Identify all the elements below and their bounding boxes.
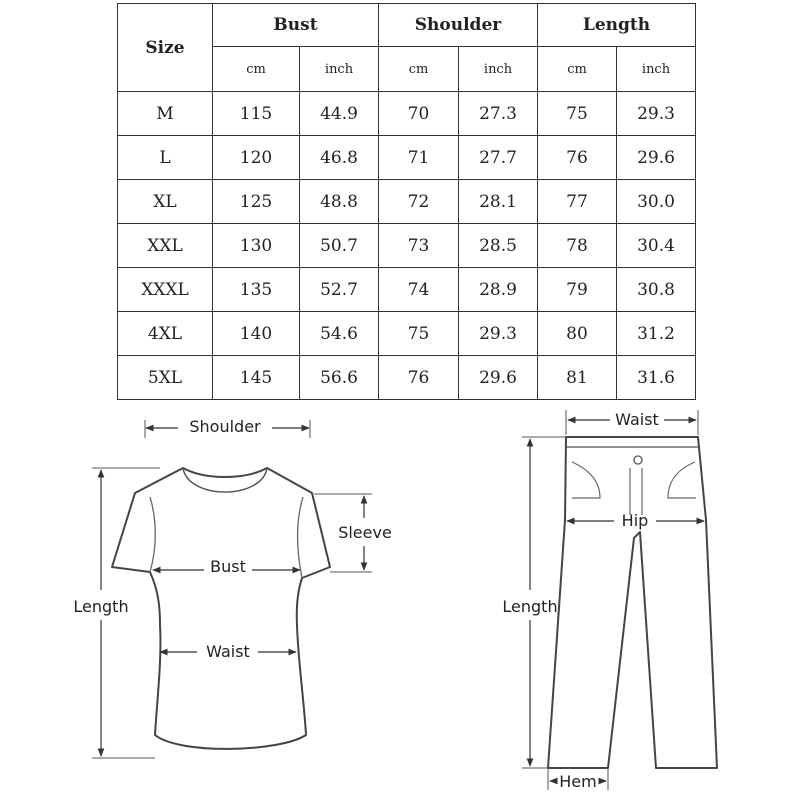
table-cell: 44.9 xyxy=(300,92,379,136)
pants-length-label: Length xyxy=(502,597,558,616)
table-cell: 30.8 xyxy=(617,268,696,312)
table-cell: 81 xyxy=(538,356,617,400)
table-cell: 72 xyxy=(379,180,459,224)
table-cell: 31.2 xyxy=(617,312,696,356)
table-cell: 120 xyxy=(213,136,300,180)
table-cell: 28.9 xyxy=(459,268,538,312)
unit-cell: cm xyxy=(213,47,300,92)
table-cell: 140 xyxy=(213,312,300,356)
table-cell: 79 xyxy=(538,268,617,312)
table-cell: 70 xyxy=(379,92,459,136)
table-cell: 75 xyxy=(538,92,617,136)
size-cell: 4XL xyxy=(118,312,213,356)
size-header-cell: Size xyxy=(118,4,213,92)
table-cell: 56.6 xyxy=(300,356,379,400)
table-cell: 71 xyxy=(379,136,459,180)
table-cell: 73 xyxy=(379,224,459,268)
table-cell: 77 xyxy=(538,180,617,224)
shoulder-label: Shoulder xyxy=(189,417,261,436)
unit-cell: inch xyxy=(300,47,379,92)
size-cell: L xyxy=(118,136,213,180)
size-cell: XXXL xyxy=(118,268,213,312)
shoulder-header-cell: Shoulder xyxy=(379,4,538,47)
table-cell: 135 xyxy=(213,268,300,312)
size-cell: 5XL xyxy=(118,356,213,400)
table-cell: 48.8 xyxy=(300,180,379,224)
unit-cell: cm xyxy=(379,47,459,92)
table-cell: 28.1 xyxy=(459,180,538,224)
hem-label: Hem xyxy=(559,772,597,791)
sleeve-label: Sleeve xyxy=(338,523,392,542)
table-cell: 46.8 xyxy=(300,136,379,180)
unit-cell: cm xyxy=(538,47,617,92)
table-cell: 145 xyxy=(213,356,300,400)
shirt-length-label: Length xyxy=(73,597,129,616)
size-cell: XXL xyxy=(118,224,213,268)
table-cell: 50.7 xyxy=(300,224,379,268)
table-cell: 28.5 xyxy=(459,224,538,268)
size-cell: M xyxy=(118,92,213,136)
pants-diagram xyxy=(502,410,717,791)
pants-outline xyxy=(548,437,717,768)
table-cell: 76 xyxy=(538,136,617,180)
table-cell: 27.7 xyxy=(459,136,538,180)
table-cell: 76 xyxy=(379,356,459,400)
table-cell: 52.7 xyxy=(300,268,379,312)
table-cell: 74 xyxy=(379,268,459,312)
table-cell: 115 xyxy=(213,92,300,136)
length-header-cell: Length xyxy=(538,4,696,47)
shirt-waist-label: Waist xyxy=(206,642,250,661)
table-cell: 29.6 xyxy=(459,356,538,400)
table-cell: 30.0 xyxy=(617,180,696,224)
bust-label: Bust xyxy=(210,557,246,576)
tshirt-outline xyxy=(112,468,330,749)
tshirt-diagram xyxy=(73,417,391,758)
table-cell: 130 xyxy=(213,224,300,268)
table-cell: 54.6 xyxy=(300,312,379,356)
pants-waist-label: Waist xyxy=(615,410,659,429)
table-cell: 29.6 xyxy=(617,136,696,180)
table-cell: 29.3 xyxy=(617,92,696,136)
table-cell: 125 xyxy=(213,180,300,224)
table-cell: 78 xyxy=(538,224,617,268)
table-cell: 27.3 xyxy=(459,92,538,136)
table-cell: 29.3 xyxy=(459,312,538,356)
size-cell: XL xyxy=(118,180,213,224)
table-cell: 30.4 xyxy=(617,224,696,268)
bust-header-cell: Bust xyxy=(213,4,379,47)
table-cell: 80 xyxy=(538,312,617,356)
table-cell: 31.6 xyxy=(617,356,696,400)
unit-cell: inch xyxy=(617,47,696,92)
table-cell: 75 xyxy=(379,312,459,356)
hip-label: Hip xyxy=(621,511,649,530)
unit-cell: inch xyxy=(459,47,538,92)
